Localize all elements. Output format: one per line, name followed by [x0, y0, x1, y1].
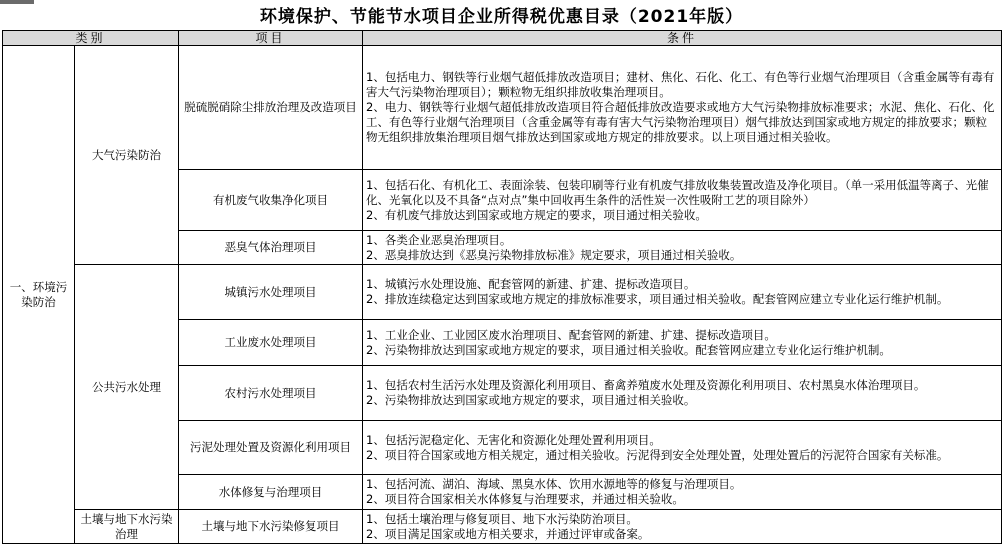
header-category: 类别: [3, 31, 179, 46]
condition-line: 2、项目满足国家或地方相关要求，并通过评审或备案。: [366, 526, 650, 541]
table-row: [3, 46, 1002, 170]
condition-cell: [363, 475, 1002, 510]
condition-line: 1、包括土壤治理与修复项目、地下水污染防治项目。: [366, 511, 638, 526]
condition-line: 1、包括污泥稳定化、无害化和资源化处理处置利用项目。: [366, 432, 661, 447]
project-cell: 城镇污水处理项目: [179, 265, 363, 320]
condition-line: 2、有机废气排放达到国家或地方规定的要求，项目通过相关验收。: [366, 207, 707, 222]
project-cell: 恶臭气体治理项目: [179, 231, 363, 265]
header-row: [3, 31, 1002, 46]
condition-line: 1、包括河流、湖泊、海域、黑臭水体、饮用水源地等的修复与治理项目。: [366, 477, 742, 491]
project-cell: 污泥处理处置及资源化利用项目: [179, 421, 363, 475]
condition-cell: [363, 366, 1002, 421]
group-water-cell: 公共污水处理: [75, 265, 179, 510]
group-air-cell: 大气污染防治: [75, 46, 179, 265]
tax-incentive-table: [2, 30, 1002, 544]
condition-line: 1、工业企业、工业园区废水治理项目、配套管网的新建、扩建、提标改造项目。: [366, 327, 776, 342]
condition-line: 2、污染物排放达到国家或地方规定的要求，项目通过相关验收。配套管网应建立专业化运行维护机制。: [366, 342, 891, 357]
project-cell: 有机废气收集净化项目: [179, 170, 363, 231]
header-condition: 条件: [363, 31, 1002, 46]
level1-category-cell: 一、环境污染防治: [3, 46, 75, 544]
project-cell: 工业废水处理项目: [179, 320, 363, 366]
project-cell: 农村污水处理项目: [179, 366, 363, 421]
condition-cell: [363, 510, 1002, 544]
condition-line: 1、包括电力、钢铁等行业烟气超低排放改造项目；建材、焦化、石化、化工、有色等行业烟气治理项目（含重金属等有毒有害大气污染物治理项目）；颗粒物无组织排放收集治理项目。: [366, 70, 995, 99]
condition-cell: [363, 46, 1002, 170]
condition-line: 2、恶臭排放达到《恶臭污染物排放标准》规定要求，项目通过相关验收。: [366, 247, 742, 262]
group-soil-cell: 土壤与地下水污染治理: [75, 510, 179, 544]
condition-cell: [363, 320, 1002, 366]
table-row: [3, 510, 1002, 544]
condition-cell: [363, 265, 1002, 320]
project-cell: 土壤与地下水污染修复项目: [179, 510, 363, 544]
project-cell: 脱硫脱硝除尘排放治理及改造项目: [179, 46, 363, 170]
condition-cell: [363, 421, 1002, 475]
condition-line: 2、污染物排放达到国家或地方规定的要求，项目通过相关验收。: [366, 393, 696, 407]
project-cell: 水体修复与治理项目: [179, 475, 363, 510]
condition-line: 1、城镇污水处理设施、配套管网的新建、扩建、提标改造项目。: [366, 277, 696, 291]
condition-line: 2、项目符合国家或地方相关规定，通过相关验收。污泥得到安全处理处置，处理处置后的污泥符合国家有关标准。: [366, 447, 949, 462]
table-row: [3, 265, 1002, 320]
header-project: 项目: [179, 31, 363, 46]
condition-line: 2、电力、钢铁等行业烟气超低排放改造项目符合超低排放改造要求或地方大气污染物排放标准要求；水泥、焦化、石化、化工、有色等行业烟气治理项目（含重金属等有毒有害大气污染物治理项目）烟气排放达到国家或地方规定的排放要求；颗粒物无组织排放集治理项目烟气排放达到国家或地方规定的排放要求。以上项目通过相关验收。: [366, 100, 995, 144]
condition-line: 1、包括农村生活污水处理及资源化利用项目、畜禽养殖废水处理及资源化利用项目、农村黑臭水体治理项目。: [366, 378, 926, 392]
condition-line: 2、排放连续稳定达到国家或地方规定的排放标准要求，项目通过相关验收。配套管网应建立专业化运行维护机制。: [366, 292, 949, 306]
condition-line: 2、项目符合国家相关水体修复与治理要求，并通过相关验收。: [366, 492, 684, 506]
table-title: 环境保护、节能节水项目企业所得税优惠目录（2021年版）: [259, 7, 744, 27]
condition-cell: [363, 231, 1002, 265]
condition-line: 1、各类企业恶臭治理项目。: [366, 232, 512, 247]
condition-line: 1、包括石化、有机化工、表面涂装、包装印刷等行业有机废气排放收集装置改造及净化项目。（单一采用低温等离子、光催化、光氧化以及不具备“点对点”集中回收再生条件的活性炭一次性吸附工艺的项目除外）: [366, 177, 989, 207]
condition-cell: [363, 170, 1002, 231]
